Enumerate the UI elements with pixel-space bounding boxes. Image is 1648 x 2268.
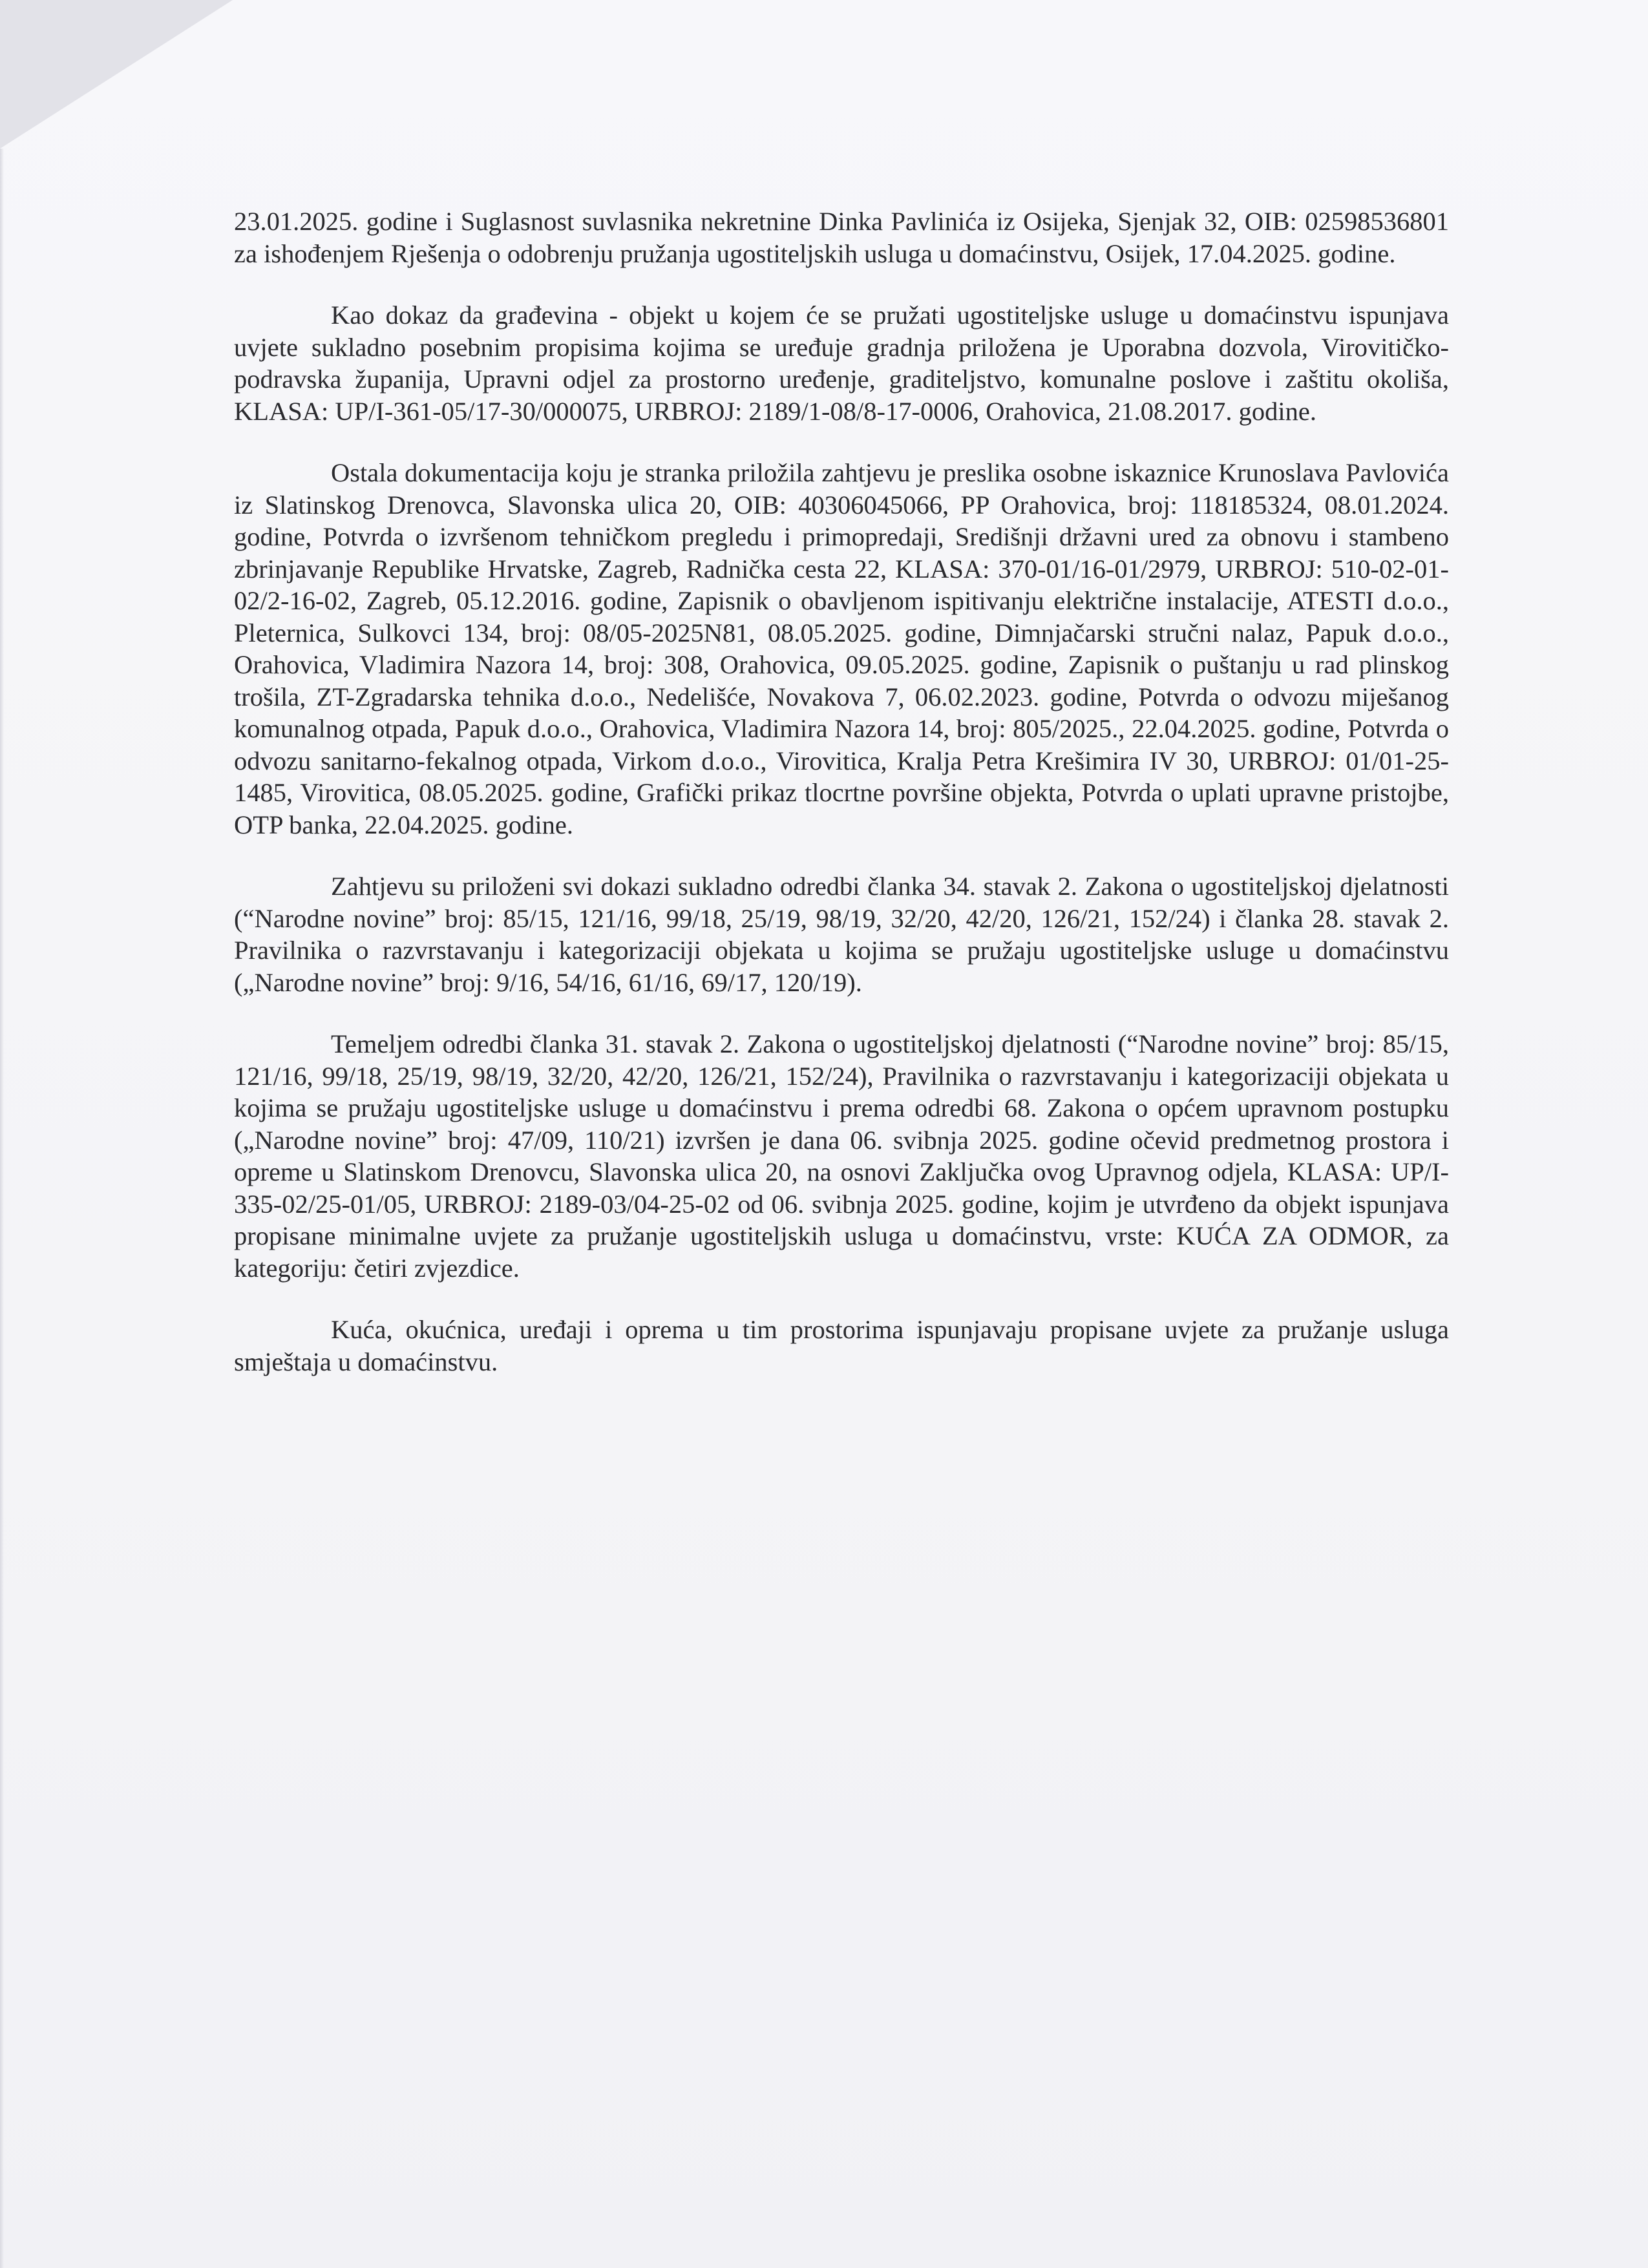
paragraph-usage-permit: Kao dokaz da građevina - objekt u kojem će se pružati ugostiteljske usluge u domaćinstvu ispunjava uvjete sukladno posebnim propisima kojima se uređuje gradnja priložena je Uporabna dozvola, Virovitičko-podravska županija, Upravni odjel za prostorno uređenje, graditeljstvo, komunalne poslove i zaštitu okoliša, KLASA: UP/I-361-05/17-30/000075, URBROJ: 2189/1-08/8-17-0006, Orahovica, 21.08.2017. godine. [234,300,1449,426]
paragraph-evidence: Zahtjevu su priloženi svi dokazi sukladno odredbi članka 34. stavak 2. Zakona o ugostiteljskoj djelatnosti (“Narodne novine” broj: 85/15, 121/16, 99/18, 25/19, 98/19, 32/20, 42/20, 126/21, 152/24) i članka 28. stavak 2. Pravilnika o razvrstavanju i kategorizaciji objekata u kojima se pružaju ugostiteljske usluge u domaćinstvu („Narodne novine” broj: 9/16, 54/16, 61/16, 69/17, 120/19). [234,872,1449,997]
paragraph-gap [234,998,1449,1028]
paragraph-gap [234,269,1449,299]
paragraph-gap [234,1284,1449,1314]
folded-corner [0,0,233,149]
paragraph-gap [234,841,1449,870]
paragraph-inspection: Temeljem odredbi članka 31. stavak 2. Zakona o ugostiteljskoj djelatnosti (“Narodne novine” broj: 85/15, 121/16, 99/18, 25/19, 98/19, 32/20, 42/20, 126/21, 152/24), Pravilnika o razvrstavanju i kategorizaciji objekata u kojima se pružaju ugostiteljske usluge u domaćinstvu i prema odredbi 68. Zakona o općem upravnom postupku („Narodne novine” broj: 47/09, 110/21) izvršen je dana 06. svibnja 2025. godine očevid predmetnog prostora i opreme u Slatinskom Drenovcu, Slavonska ulica 20, na osnovi Zaključka ovog Upravnog odjela, KLASA: UP/I-335-02/25-01/05, URBROJ: 2189-03/04-25-02 od 06. svibnja 2025. godine, kojim je utvrđeno da objekt ispunjava propisane minimalne uvjete za pružanje ugostiteljskih usluga u domaćinstvu, vrste: KUĆA ZA ODMOR, za kategoriju: četiri zvjezdice. [234,1029,1449,1283]
document-body [234,205,1449,1378]
page-edge-shadow [0,149,4,2268]
paragraph-conclusion: Kuća, okućnica, uređaji i oprema u tim prostorima ispunjavaju propisane uvjete za pružanje usluga smještaja u domaćinstvu. [234,1315,1449,1376]
paragraph-continuation: 23.01.2025. godine i Suglasnost suvlasnika nekretnine Dinka Pavlinića iz Osijeka, Sjenjak 32, OIB: 02598536801 za ishođenjem Rješenja o odobrenju pružanja ugostiteljskih usluga u domaćinstvu, Osijek, 17.04.2025. godine. [234,207,1449,268]
paragraph-other-documents: Ostala dokumentacija koju je stranka priložila zahtjevu je preslika osobne iskaznice Krunoslava Pavlovića iz Slatinskog Drenovca, Slavonska ulica 20, OIB: 40306045066, PP Orahovica, broj: 118185324, 08.01.2024. godine, Potvrda o izvršenom tehničkom pregledu i primopredaji, Središnji državni ured za obnovu i stambeno zbrinjavanje Republike Hrvatske, Zagreb, Radnička cesta 22, KLASA: 370-01/16-01/2979, URBROJ: 510-02-01-02/2-16-02, Zagreb, 05.12.2016. godine, Zapisnik o obavljenom ispitivanju električne instalacije, ATESTI d.o.o., Pleternica, Sulkovci 134, broj: 08/05-2025N81, 08.05.2025. godine, Dimnjačarski stručni nalaz, Papuk d.o.o., Orahovica, Vladimira Nazora 14, broj: 308, Orahovica, 09.05.2025. godine, Zapisnik o puštanju u rad plinskog trošila, ZT-Zgradarska tehnika d.o.o., Nedelišće, Novakova 7, 06.02.2023. godine, Potvrda o odvozu miješanog komunalnog otpada, Papuk d.o.o., Orahovica, Vladimira Nazora 14, broj: 805/2025., 22.04.2025. godine, Potvrda o odvozu sanitarno-fekalnog otpada, Virkom d.o.o., Virovitica, Kralja Petra Krešimira IV 30, URBROJ: 01/01-25-1485, Virovitica, 08.05.2025. godine, Grafički prikaz tlocrtne površine objekta, Potvrda o uplati upravne pristojbe, OTP banka, 22.04.2025. godine. [234,458,1449,839]
paragraph-gap [234,427,1449,457]
